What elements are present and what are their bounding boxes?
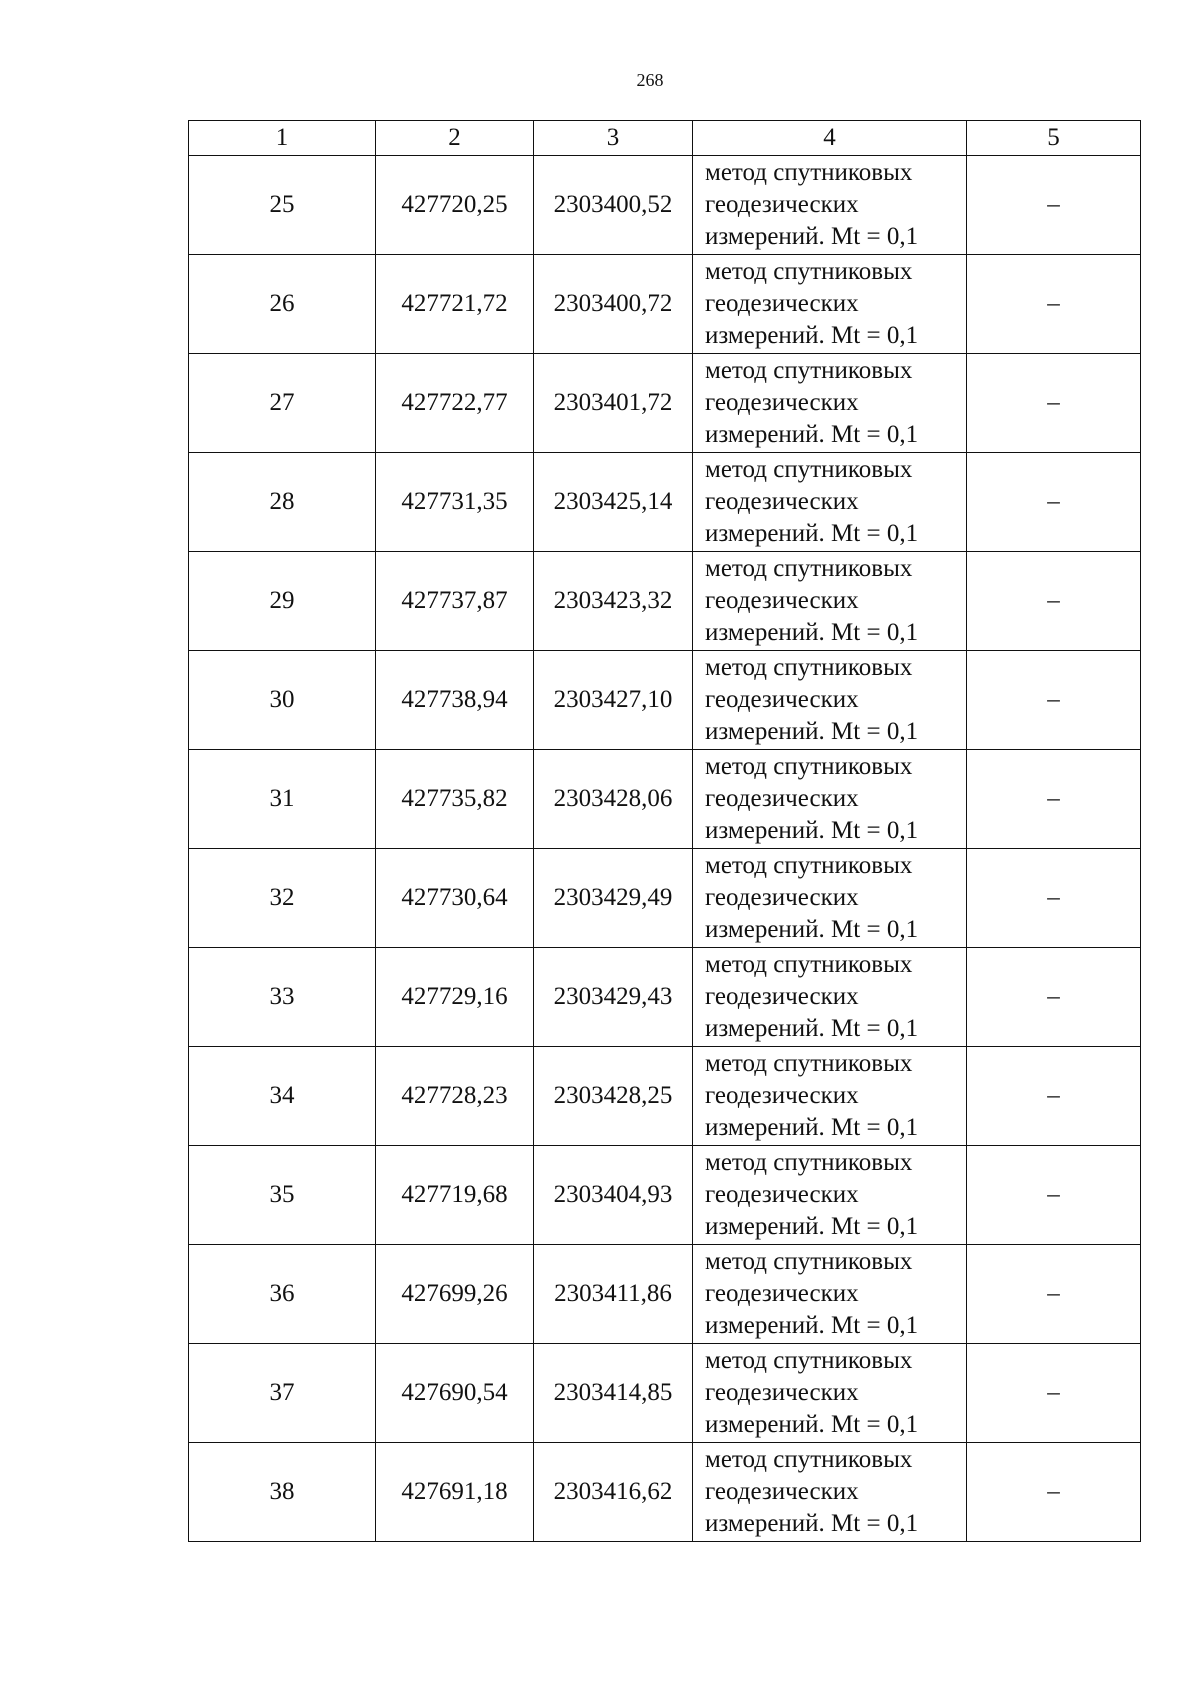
y-coordinate-cell: 2303414,85 <box>534 1344 693 1443</box>
point-number-cell: 29 <box>189 552 376 651</box>
note-cell: – <box>967 1443 1141 1542</box>
y-coordinate-cell: 2303429,49 <box>534 849 693 948</box>
method-description-cell: метод спутниковых геодезических измерений. Mt = 0,1 <box>693 1047 967 1146</box>
x-coordinate-cell: 427735,82 <box>376 750 534 849</box>
point-number-cell: 30 <box>189 651 376 750</box>
table-row <box>189 552 1141 651</box>
table-row <box>189 354 1141 453</box>
table-row <box>189 1344 1141 1443</box>
header-col-1: 1 <box>189 121 376 156</box>
table-row <box>189 453 1141 552</box>
method-description-cell: метод спутниковых геодезических измерений. Mt = 0,1 <box>693 1146 967 1245</box>
x-coordinate-cell: 427719,68 <box>376 1146 534 1245</box>
point-number-cell: 26 <box>189 255 376 354</box>
note-cell: – <box>967 354 1141 453</box>
point-number-cell: 28 <box>189 453 376 552</box>
x-coordinate-cell: 427731,35 <box>376 453 534 552</box>
table-body <box>189 156 1141 1542</box>
note-cell: – <box>967 849 1141 948</box>
note-cell: – <box>967 453 1141 552</box>
point-number-cell: 36 <box>189 1245 376 1344</box>
y-coordinate-cell: 2303427,10 <box>534 651 693 750</box>
point-number-cell: 25 <box>189 156 376 255</box>
x-coordinate-cell: 427690,54 <box>376 1344 534 1443</box>
table-row <box>189 1146 1141 1245</box>
x-coordinate-cell: 427691,18 <box>376 1443 534 1542</box>
page-number: 268 <box>636 70 664 90</box>
point-number-cell: 32 <box>189 849 376 948</box>
y-coordinate-cell: 2303400,72 <box>534 255 693 354</box>
method-description-cell: метод спутниковых геодезических измерений. Mt = 0,1 <box>693 156 967 255</box>
y-coordinate-cell: 2303423,32 <box>534 552 693 651</box>
header-col-3: 3 <box>534 121 693 156</box>
point-number-cell: 27 <box>189 354 376 453</box>
x-coordinate-cell: 427738,94 <box>376 651 534 750</box>
point-number-cell: 38 <box>189 1443 376 1542</box>
y-coordinate-cell: 2303404,93 <box>534 1146 693 1245</box>
method-description-cell: метод спутниковых геодезических измерений. Mt = 0,1 <box>693 750 967 849</box>
table-header-row <box>189 121 1141 156</box>
method-description-cell: метод спутниковых геодезических измерений. Mt = 0,1 <box>693 849 967 948</box>
point-number-cell: 35 <box>189 1146 376 1245</box>
y-coordinate-cell: 2303411,86 <box>534 1245 693 1344</box>
x-coordinate-cell: 427729,16 <box>376 948 534 1047</box>
y-coordinate-cell: 2303429,43 <box>534 948 693 1047</box>
x-coordinate-cell: 427728,23 <box>376 1047 534 1146</box>
x-coordinate-cell: 427721,72 <box>376 255 534 354</box>
table-row <box>189 651 1141 750</box>
method-description-cell: метод спутниковых геодезических измерений. Mt = 0,1 <box>693 255 967 354</box>
table-row <box>189 1047 1141 1146</box>
method-description-cell: метод спутниковых геодезических измерений. Mt = 0,1 <box>693 1245 967 1344</box>
note-cell: – <box>967 1245 1141 1344</box>
y-coordinate-cell: 2303416,62 <box>534 1443 693 1542</box>
note-cell: – <box>967 1047 1141 1146</box>
x-coordinate-cell: 427720,25 <box>376 156 534 255</box>
note-cell: – <box>967 1146 1141 1245</box>
method-description-cell: метод спутниковых геодезических измерений. Mt = 0,1 <box>693 1344 967 1443</box>
table-row <box>189 849 1141 948</box>
x-coordinate-cell: 427730,64 <box>376 849 534 948</box>
header-col-5: 5 <box>967 121 1141 156</box>
note-cell: – <box>967 750 1141 849</box>
note-cell: – <box>967 948 1141 1047</box>
table-row <box>189 948 1141 1047</box>
y-coordinate-cell: 2303428,25 <box>534 1047 693 1146</box>
y-coordinate-cell: 2303428,06 <box>534 750 693 849</box>
coordinates-table <box>188 120 1141 1542</box>
note-cell: – <box>967 156 1141 255</box>
method-description-cell: метод спутниковых геодезических измерений. Mt = 0,1 <box>693 651 967 750</box>
x-coordinate-cell: 427737,87 <box>376 552 534 651</box>
note-cell: – <box>967 651 1141 750</box>
y-coordinate-cell: 2303400,52 <box>534 156 693 255</box>
point-number-cell: 37 <box>189 1344 376 1443</box>
note-cell: – <box>967 552 1141 651</box>
table-header <box>189 121 1141 156</box>
method-description-cell: метод спутниковых геодезических измерений. Mt = 0,1 <box>693 1443 967 1542</box>
table-row <box>189 1245 1141 1344</box>
method-description-cell: метод спутниковых геодезических измерений. Mt = 0,1 <box>693 354 967 453</box>
point-number-cell: 33 <box>189 948 376 1047</box>
method-description-cell: метод спутниковых геодезических измерений. Mt = 0,1 <box>693 453 967 552</box>
x-coordinate-cell: 427722,77 <box>376 354 534 453</box>
table-row <box>189 156 1141 255</box>
point-number-cell: 31 <box>189 750 376 849</box>
x-coordinate-cell: 427699,26 <box>376 1245 534 1344</box>
note-cell: – <box>967 1344 1141 1443</box>
method-description-cell: метод спутниковых геодезических измерений. Mt = 0,1 <box>693 552 967 651</box>
table-row <box>189 1443 1141 1542</box>
table-row <box>189 750 1141 849</box>
method-description-cell: метод спутниковых геодезических измерений. Mt = 0,1 <box>693 948 967 1047</box>
note-cell: – <box>967 255 1141 354</box>
point-number-cell: 34 <box>189 1047 376 1146</box>
y-coordinate-cell: 2303401,72 <box>534 354 693 453</box>
table-row <box>189 255 1141 354</box>
header-col-4: 4 <box>693 121 967 156</box>
y-coordinate-cell: 2303425,14 <box>534 453 693 552</box>
header-col-2: 2 <box>376 121 534 156</box>
